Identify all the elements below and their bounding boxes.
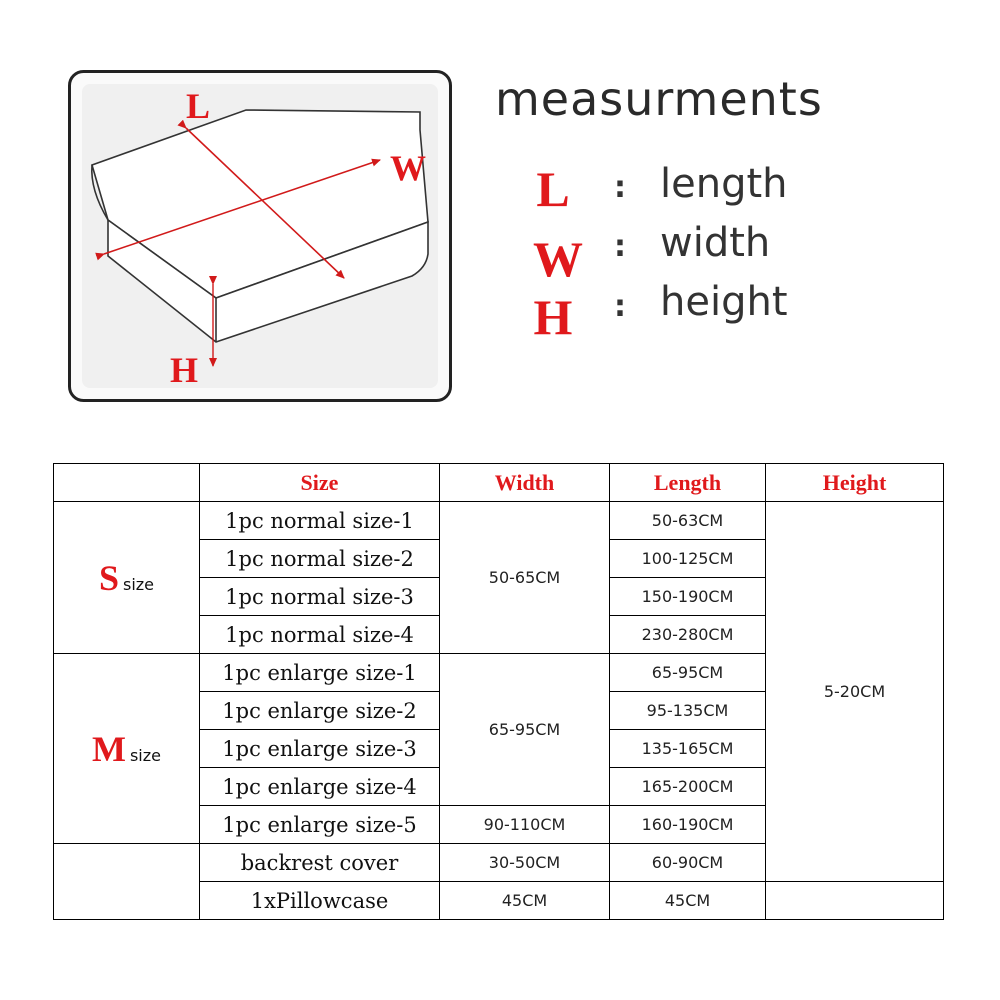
legend-letter-length: L [536,161,570,217]
group-s-suffix: size [123,574,155,594]
header-size: Size [200,464,440,502]
measurements-title: measurments [495,72,823,126]
diagram-label-width: W [390,148,426,188]
table-row [54,502,944,540]
length-value: 100-125CM [610,540,766,578]
legend-letter-width: W [533,231,583,287]
legend-colon-length: : [614,170,626,205]
group-accessories [54,844,200,920]
size-name: 1pc enlarge size-3 [200,730,440,768]
legend-text-height: height [660,279,788,325]
size-name: 1pc enlarge size-5 [200,806,440,844]
length-value: 65-95CM [610,654,766,692]
size-name: 1pc enlarge size-1 [200,654,440,692]
size-name: 1pc enlarge size-2 [200,692,440,730]
group-m-suffix: size [129,745,161,765]
group-m-size [54,654,200,844]
width-value: 90-110CM [440,806,610,844]
width-value: 45CM [440,882,610,920]
header-group [54,464,200,502]
group-s-width: 50-65CM [440,502,610,654]
width-value: 30-50CM [440,844,610,882]
size-name: 1pc enlarge size-4 [200,768,440,806]
cushion-diagram [68,70,452,402]
header-height: Height [766,464,944,502]
height-value [766,882,944,920]
length-value: 150-190CM [610,578,766,616]
diagram-label-length: L [186,86,211,126]
size-name: 1pc normal size-2 [200,540,440,578]
size-name: 1pc normal size-1 [200,502,440,540]
length-value: 165-200CM [610,768,766,806]
diagram-label-height: H [170,350,199,390]
length-value: 60-90CM [610,844,766,882]
length-value: 45CM [610,882,766,920]
size-table [53,463,944,920]
length-value: 230-280CM [610,616,766,654]
size-name: 1pc normal size-4 [200,616,440,654]
legend-text-width: width [660,220,771,266]
legend-colon-height: : [614,289,626,324]
height-value: 5-20CM [766,502,944,882]
group-s-size [54,502,200,654]
length-value: 160-190CM [610,806,766,844]
legend-colon-width: : [614,229,626,264]
header-length: Length [610,464,766,502]
header-width: Width [440,464,610,502]
size-name: backrest cover [200,844,440,882]
legend-letter-height: H [533,289,573,345]
length-value: 135-165CM [610,730,766,768]
group-s-letter: S [98,557,119,598]
legend-text-length: length [660,161,788,207]
length-value: 50-63CM [610,502,766,540]
table-header-row [54,464,944,502]
group-m-letter: M [91,728,126,769]
group-m-width: 65-95CM [440,654,610,806]
size-name: 1xPillowcase [200,882,440,920]
length-value: 95-135CM [610,692,766,730]
size-name: 1pc normal size-3 [200,578,440,616]
